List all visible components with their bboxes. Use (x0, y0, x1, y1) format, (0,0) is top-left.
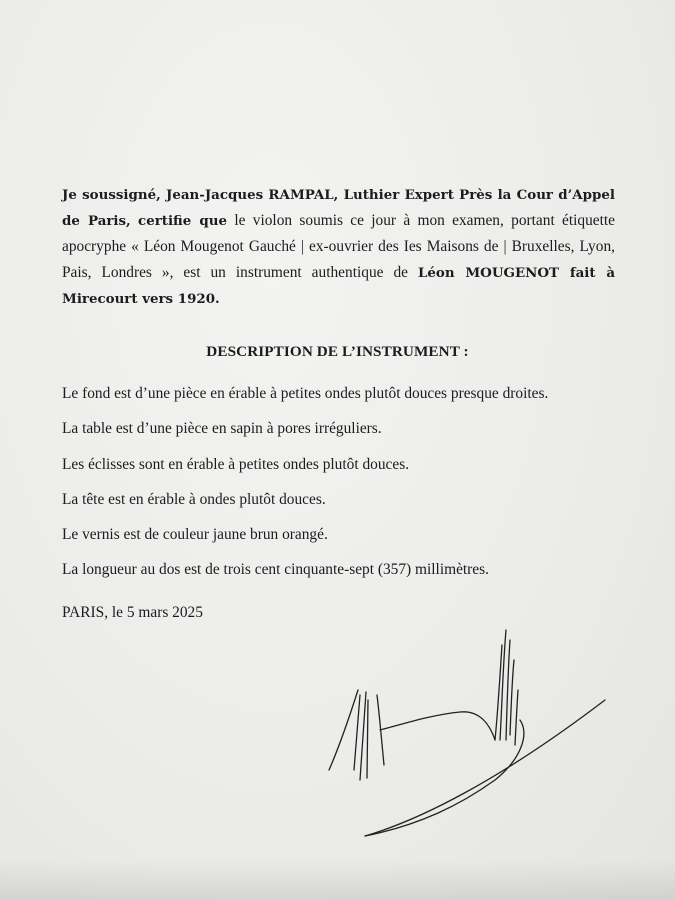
label-description: le violon soumis ce jour à mon examen, portant étiquette apocryphe « Léon Mougenot Gauché | ex-ouvrier des Ies Maisons de | Bruxelles, Lyon, Pais, Londres », est un instrument authentique de (62, 212, 616, 281)
certify-phrase: certifie que (138, 213, 228, 229)
certification-paragraph (62, 182, 615, 312)
description-list (62, 383, 548, 595)
description-heading: DESCRIPTION DE L’INSTRUMENT : (206, 343, 469, 360)
description-line-length: La longueur au dos est de trois cent cinquante-sept (357) millimètres. (62, 561, 489, 579)
description-line-varnish: Le vernis est de couleur jaune brun orangé. (62, 526, 328, 544)
signature-icon (320, 620, 620, 845)
attribution: Léon MOUGENOT fait à Mirecourt vers 1920. (62, 265, 615, 307)
description-line-ribs: Les éclisses sont en érable à petites ondes plutôt douces. (62, 455, 410, 473)
description-line-head: La tête est en érable à ondes plutôt douces. (62, 490, 326, 508)
place-date: PARIS, le 5 mars 2025 (62, 604, 203, 621)
description-line-top: La table est d’une pièce en sapin à pores irréguliers. (62, 420, 382, 438)
description-line-back: Le fond est d’une pièce en érable à petites ondes plutôt douces presque droites. (62, 385, 549, 402)
expert-identity: Je soussigné, Jean-Jacques RAMPAL, Luthier Expert Près la Cour d’Appel de Paris, (62, 187, 615, 229)
